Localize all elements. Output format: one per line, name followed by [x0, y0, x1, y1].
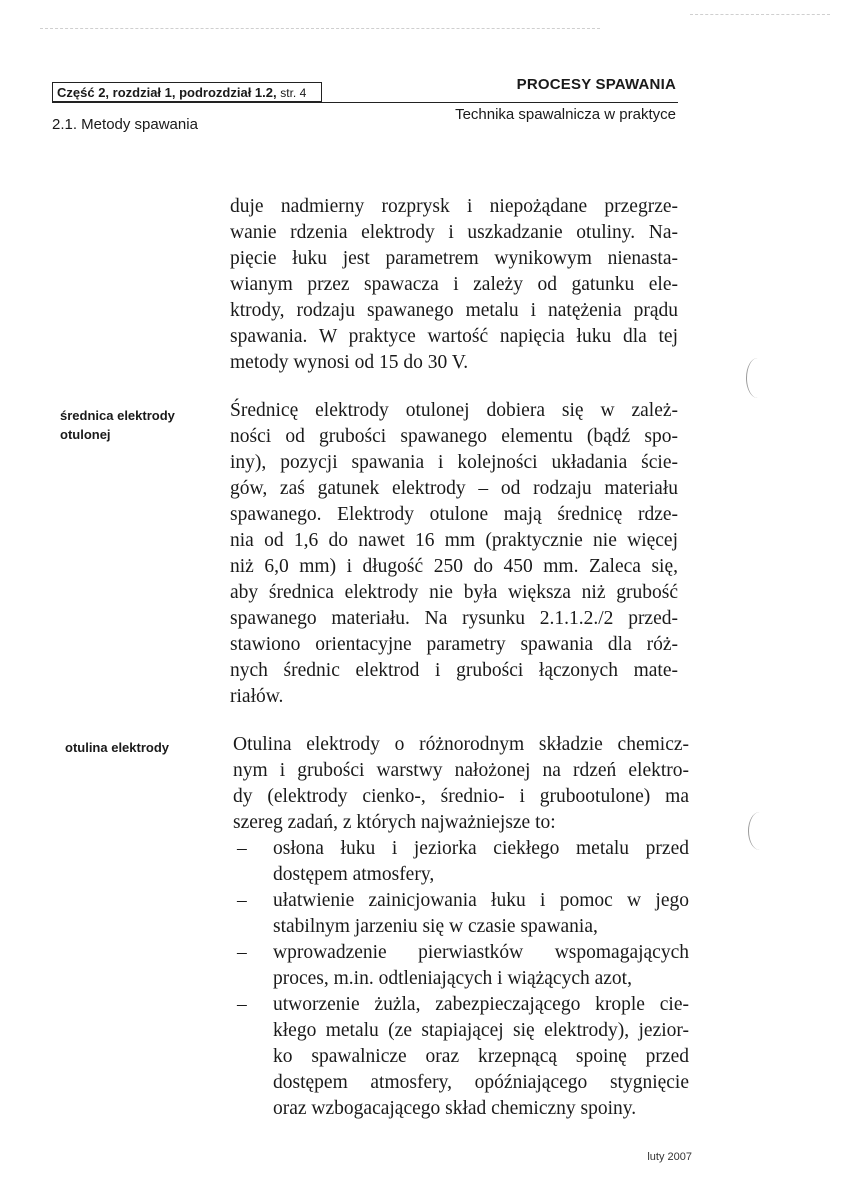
text-line: stawiono orientacyjne parametry spawania dla róż-: [230, 634, 678, 655]
text-line: aby średnica elektrody nie była większa niż grubość: [230, 582, 678, 603]
scan-artifact-arc: [748, 812, 771, 850]
text-line: wprowadzenie pierwiastków wspomagających: [273, 942, 689, 963]
text-line: ności od grubości spawanego elementu (bądź spo-: [230, 426, 678, 447]
list-bullet: –: [237, 838, 247, 859]
text-line: wanie rdzenia elektrody i uszkadzanie otuliny. Na-: [230, 222, 678, 243]
text-line: spawanego materiału. Na rysunku 2.1.1.2./2 przed-: [230, 608, 678, 629]
header-title: PROCESY SPAWANIA: [516, 76, 676, 93]
reference-main: Część 2, rozdział 1, podrozdział 1.2,: [57, 85, 277, 100]
margin-note-line: otulonej: [60, 427, 111, 442]
text-line: ko spawalnicze oraz krzepnącą spoinę przed: [273, 1046, 689, 1067]
text-line: utworzenie żużla, zabezpieczającego krople cie-: [273, 994, 689, 1015]
text-line: nych średnic elektrod i grubości łączonych mate-: [230, 660, 678, 681]
text-line: nia od 1,6 do nawet 16 mm (praktycznie nie więcej: [230, 530, 678, 551]
text-line: proces, m.in. odtleniających i wiążących azot,: [273, 968, 632, 989]
margin-note-diameter: [60, 406, 175, 444]
text-line: dostępem atmosfery, opóźniającego stygnięcie: [273, 1072, 689, 1093]
list-bullet: –: [237, 890, 247, 911]
text-line: iny), pozycji spawania i kolejności układania ście-: [230, 452, 678, 473]
section-title: 2.1. Metody spawania: [52, 116, 198, 133]
text-line: Otulina elektrody o różnorodnym składzie chemicz-: [233, 734, 689, 755]
footer-date: luty 2007: [647, 1151, 692, 1163]
text-line: wianym przez spawacza i zależy od gatunku ele-: [230, 274, 678, 295]
text-line: Średnicę elektrody otulonej dobiera się w zależ-: [230, 400, 678, 421]
text-line: niż 6,0 mm) i długość 250 do 450 mm. Zaleca się,: [230, 556, 678, 577]
reference-page: str. 4: [280, 86, 307, 100]
text-line: oraz wzbogacającego skład chemiczny spoiny.: [273, 1098, 637, 1119]
text-line: metody wynosi od 15 do 30 V.: [230, 352, 469, 373]
text-line: stabilnym jarzeniu się w czasie spawania,: [273, 916, 598, 937]
text-line: osłona łuku i jeziorka ciekłego metalu przed: [273, 838, 689, 859]
header-divider: [52, 102, 678, 103]
text-line: pięcie łuku jest parametrem wynikowym nienasta-: [230, 248, 678, 269]
text-line: duje nadmierny rozprysk i niepożądane przegrze-: [230, 196, 678, 217]
text-line: szereg zadań, z których najważniejsze to:: [233, 812, 556, 833]
margin-note-coating: otulina elektrody: [65, 740, 170, 755]
text-line: kłego metalu (ze stapiającej się elektrody), jezior-: [273, 1020, 689, 1041]
text-line: gów, zaś gatunek elektrody – od rodzaju materiału: [230, 478, 678, 499]
scan-artifact-arc: [746, 358, 769, 398]
text-line: nym i grubości warstwy nałożonej na rdzeń elektro-: [233, 760, 689, 781]
text-line: dostępem atmosfery,: [273, 864, 435, 885]
reference-box: [52, 82, 322, 102]
list-bullet: –: [237, 942, 247, 963]
text-line: spawanego. Elektrody otulone mają średnicę rdze-: [230, 504, 678, 525]
text-line: spawania. W praktyce wartość napięcia łuku dla tej: [230, 326, 678, 347]
margin-note-line: średnica elektrody: [60, 408, 175, 423]
text-line: riałów.: [230, 686, 284, 707]
book-title: Technika spawalnicza w praktyce: [455, 106, 676, 123]
scan-artifact-line: [40, 28, 600, 29]
text-line: ułatwienie zainicjowania łuku i pomoc w jego: [273, 890, 689, 911]
scan-artifact-line: [690, 14, 830, 15]
text-line: ktrody, rodzaju spawanego metalu i natężenia prądu: [230, 300, 678, 321]
list-bullet: –: [237, 994, 247, 1015]
text-line: dy (elektrody cienko-, średnio- i grubootulone) ma: [233, 786, 689, 807]
